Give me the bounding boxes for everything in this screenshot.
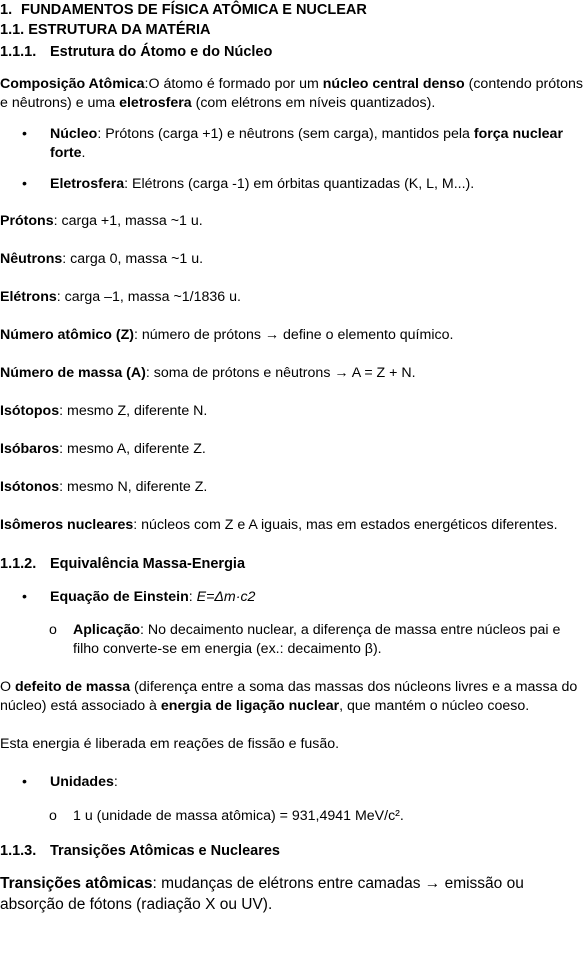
formula: E=Δm·c2 xyxy=(196,589,256,605)
text: : mesmo Z, diferente N. xyxy=(59,403,208,419)
text: : número de prótons → define o elemento químico. xyxy=(134,327,454,343)
heading-title: Equivalência Massa-Energia xyxy=(50,556,246,572)
fact-line xyxy=(0,250,587,269)
text: : xyxy=(113,774,118,790)
bold-term: Isômeros nucleares xyxy=(0,517,134,533)
heading-number: 1.1. xyxy=(0,22,25,38)
bold-term: Transições atômicas xyxy=(0,875,153,892)
paragraph-liberada: Esta energia é liberada em reações de fissão e fusão. xyxy=(0,736,340,752)
heading-title: Transições Atômicas e Nucleares xyxy=(50,843,280,859)
list-item xyxy=(0,125,587,163)
bold-term: Prótons xyxy=(0,213,54,229)
text: (com elétrons em níveis quantizados). xyxy=(191,95,436,111)
heading-number: 1.1.3. xyxy=(0,843,37,859)
bold-term: Elétrons xyxy=(0,289,57,305)
heading-title: Estrutura do Átomo e do Núcleo xyxy=(50,44,273,60)
sub-list-item xyxy=(0,807,587,826)
bullet-glyph: • xyxy=(22,589,27,605)
text: (contendo prótons e nêutrons) e uma xyxy=(0,76,583,111)
bold-term: Isótonos xyxy=(0,479,60,495)
bullet-list xyxy=(0,588,587,607)
text: : soma de prótons e nêutrons → A = Z + N. xyxy=(145,365,416,381)
bullet-glyph: • xyxy=(22,176,27,192)
bold-term: Número de massa (A) xyxy=(0,365,146,381)
list-item xyxy=(0,175,587,194)
text: :O átomo é formado por um xyxy=(144,76,323,92)
paragraph-defeito xyxy=(0,678,587,716)
fact-line xyxy=(0,212,587,231)
bold-term: Composição Atômica xyxy=(0,76,145,92)
bold-term: eletrosfera xyxy=(119,95,192,111)
text: 1 u (unidade de massa atômica) = 931,4941 MeV/c². xyxy=(73,808,404,824)
paragraph-transicoes xyxy=(0,873,587,915)
text: : carga 0, massa ~1 u. xyxy=(62,251,204,267)
fact-line xyxy=(0,364,587,383)
bullet-glyph: • xyxy=(22,126,27,142)
text: : Elétrons (carga -1) em órbitas quantizadas (K, L, M...). xyxy=(124,176,475,192)
text: : mesmo N, diferente Z. xyxy=(59,479,208,495)
fact-line xyxy=(0,516,587,535)
bullet-glyph: • xyxy=(22,774,27,790)
text: : mudanças de elétrons entre camadas → emissão ou absorção de fótons (radiação X ou UV). xyxy=(0,875,524,913)
text: O xyxy=(0,679,15,695)
text: : carga +1, massa ~1 u. xyxy=(53,213,203,229)
fact-line xyxy=(0,326,587,345)
bold-term: Nêutrons xyxy=(0,251,63,267)
heading-number: 1.1.2. xyxy=(0,556,37,572)
text: . xyxy=(81,145,86,161)
heading-1-1 xyxy=(0,20,587,40)
text: (diferença entre a soma das massas dos núcleons livres e a massa do núcleo) está associado à xyxy=(0,679,578,714)
sub-list-item xyxy=(0,621,587,659)
text: : carga –1, massa ~1/1836 u. xyxy=(56,289,241,305)
sub-bullet-glyph: o xyxy=(49,622,57,638)
sub-bullet-glyph: o xyxy=(49,808,57,824)
fact-line xyxy=(0,402,587,421)
bold-term: Núcleo xyxy=(50,126,98,142)
fact-line xyxy=(0,440,587,459)
heading-number: 1. xyxy=(0,2,13,18)
text: : No decaimento nuclear, a diferença de massa entre núcleos pai e filho converte-se em energia (ex.: decaimento β). xyxy=(73,622,561,657)
bold-term: Unidades xyxy=(50,774,114,790)
text: : mesmo A, diferente Z. xyxy=(59,441,206,457)
heading-1-1-1 xyxy=(0,42,587,62)
fact-line xyxy=(0,288,587,307)
text: : Prótons (carga +1) e nêutrons (sem carga), mantidos pela xyxy=(97,126,474,142)
bold-term: força nuclear forte xyxy=(50,126,563,161)
bullet-list xyxy=(0,773,587,792)
fact-line xyxy=(0,478,587,497)
bold-term: energia de ligação nuclear xyxy=(160,698,340,714)
heading-title: FUNDAMENTOS DE FÍSICA ATÔMICA E NUCLEAR xyxy=(21,2,367,18)
bold-term: núcleo central denso xyxy=(322,76,465,92)
list-item xyxy=(0,773,587,792)
bold-term: Equação de Einstein xyxy=(50,589,189,605)
bold-term: Isóbaros xyxy=(0,441,60,457)
bold-term: Isótopos xyxy=(0,403,60,419)
text: , que mantém o núcleo coeso. xyxy=(339,698,530,714)
heading-number: 1.1.1. xyxy=(0,44,37,60)
bold-term: Número atômico (Z) xyxy=(0,327,134,343)
bullet-list xyxy=(0,125,587,194)
bold-term: defeito de massa xyxy=(14,679,131,695)
list-item xyxy=(0,588,587,607)
bold-term: Aplicação xyxy=(73,622,141,638)
text: : núcleos com Z e A iguais, mas em estados energéticos diferentes. xyxy=(133,517,558,533)
bold-term: Eletrosfera xyxy=(50,176,125,192)
heading-1-1-3 xyxy=(0,841,587,861)
facts-list xyxy=(0,212,587,535)
text: : xyxy=(188,589,197,605)
paragraph-composicao xyxy=(0,75,587,113)
heading-1 xyxy=(0,0,587,20)
heading-1-1-2 xyxy=(0,554,587,574)
heading-title: ESTRUTURA DA MATÉRIA xyxy=(28,22,211,38)
